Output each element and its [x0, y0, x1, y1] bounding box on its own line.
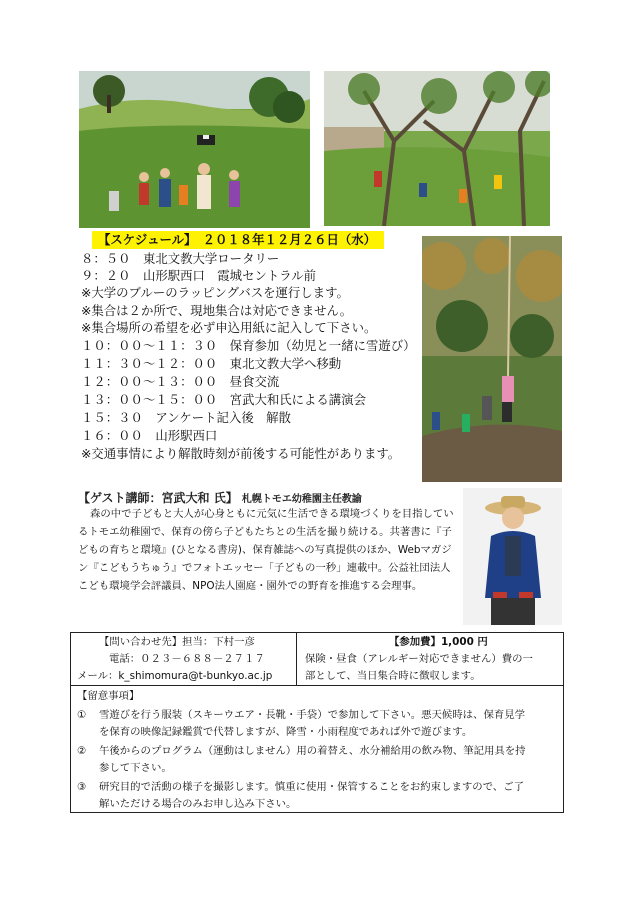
schedule-line: ８：５０ 東北文教大学ロータリー [81, 251, 280, 266]
schedule-line: １６：００ 山形駅西口 [81, 428, 218, 443]
schedule-note: ※交通事情により解散時刻が前後する可能性があります。 [81, 446, 401, 461]
photo-children-pasture [79, 71, 310, 228]
note-marker: ② [77, 745, 87, 757]
fee-label: 【参加費】1,000 円 [389, 636, 488, 648]
note-marker: ③ [77, 781, 87, 793]
photo-child-climbing-rope [422, 236, 562, 482]
photo-guest-portrait [463, 488, 562, 625]
fee-description: 部として、当日集合時に徴収します。 [305, 670, 481, 682]
schedule-note: ※集合場所の希望を必ず申込用紙に記入して下さい。 [81, 320, 377, 335]
schedule-note: ※大学のブルーのラッピングバスを運行します。 [81, 285, 349, 300]
contact-phone: 電話：０２３－６８８－２７１７ [109, 653, 265, 665]
schedule-line: １３：００～１５：００ 宮武大和氏による講演会 [81, 392, 366, 407]
notes-cell [71, 685, 563, 812]
guest-bio: 森の中で子どもと大人が心身ともに元気に生活できる環境づくりを目指しているトモエ幼稚園で、保育の傍ら子どもたちとの生活を撮り続ける。共著書に『子どもの育ちと環境』(ひとなる書房)、保育雑誌への写真提供のほか、Webマガジン『こどもうちゅう』でフォトエッセー「子どもの一秒」連載中。公益社団法人こども環境学会評議員、NPO法人園庭・園外での野育を推進する会理事。 [78, 508, 454, 592]
note-line: 参して下さい。 [99, 762, 172, 774]
note-line: を保育の映像記録鑑賞で代替しますが、降雪・小雨程度であれば外で遊びます。 [99, 726, 473, 738]
photo-children-trees [324, 71, 550, 226]
note-line: 解いただける場合のみお申し込み下さい。 [99, 798, 297, 810]
fee-description: 保険・昼食（アレルギー対応できません）費の一 [305, 653, 533, 665]
schedule-line: １５：３０ アンケート記入後 解散 [81, 410, 291, 425]
note-line: 午後からのプログラム（運動はしません）用の着替え、水分補給用の飲み物、筆記用具を持 [99, 745, 526, 757]
schedule-title: 【スケジュール】 ２０１８年１２月２６日（水） [92, 231, 384, 249]
schedule-line: ９：２０ 山形駅西口 霞城セントラル前 [81, 268, 317, 283]
guest-subtitle: 札幌トモエ幼稚園主任教諭 [241, 494, 362, 505]
schedule-line: １０：００～１１：３０ 保育参加（幼児と一緒に雪遊び） [81, 338, 416, 353]
notes-heading: 【留意事項】 [77, 690, 140, 702]
note-line: 雪遊びを行う服装（スキーウエア・長靴・手袋）で参加して下さい。悪天候時は、保育見学 [99, 709, 526, 721]
contact-heading: 【問い合わせ先】担当：下村一彦 [99, 636, 255, 648]
schedule-note: ※集合は２か所で、現地集合は対応できません。 [81, 303, 353, 318]
schedule-line: １２：００～１３：００ 昼食交流 [81, 374, 280, 389]
guest-title: 【ゲスト講師：宮武大和 氏】 [78, 491, 238, 505]
fee-cell [297, 633, 563, 685]
guest-heading [78, 489, 362, 506]
schedule-line: １１：３０～１２：００ 東北文教大学へ移動 [81, 356, 342, 371]
note-line: 研究目的で活動の様子を撮影します。慎重に使用・保管することをお約束しますので、ご了 [99, 781, 524, 793]
contact-email[interactable]: メール：k_shimomura@t-bunkyo.ac.jp [77, 670, 273, 682]
contact-cell [71, 633, 297, 685]
note-marker: ① [77, 709, 87, 721]
